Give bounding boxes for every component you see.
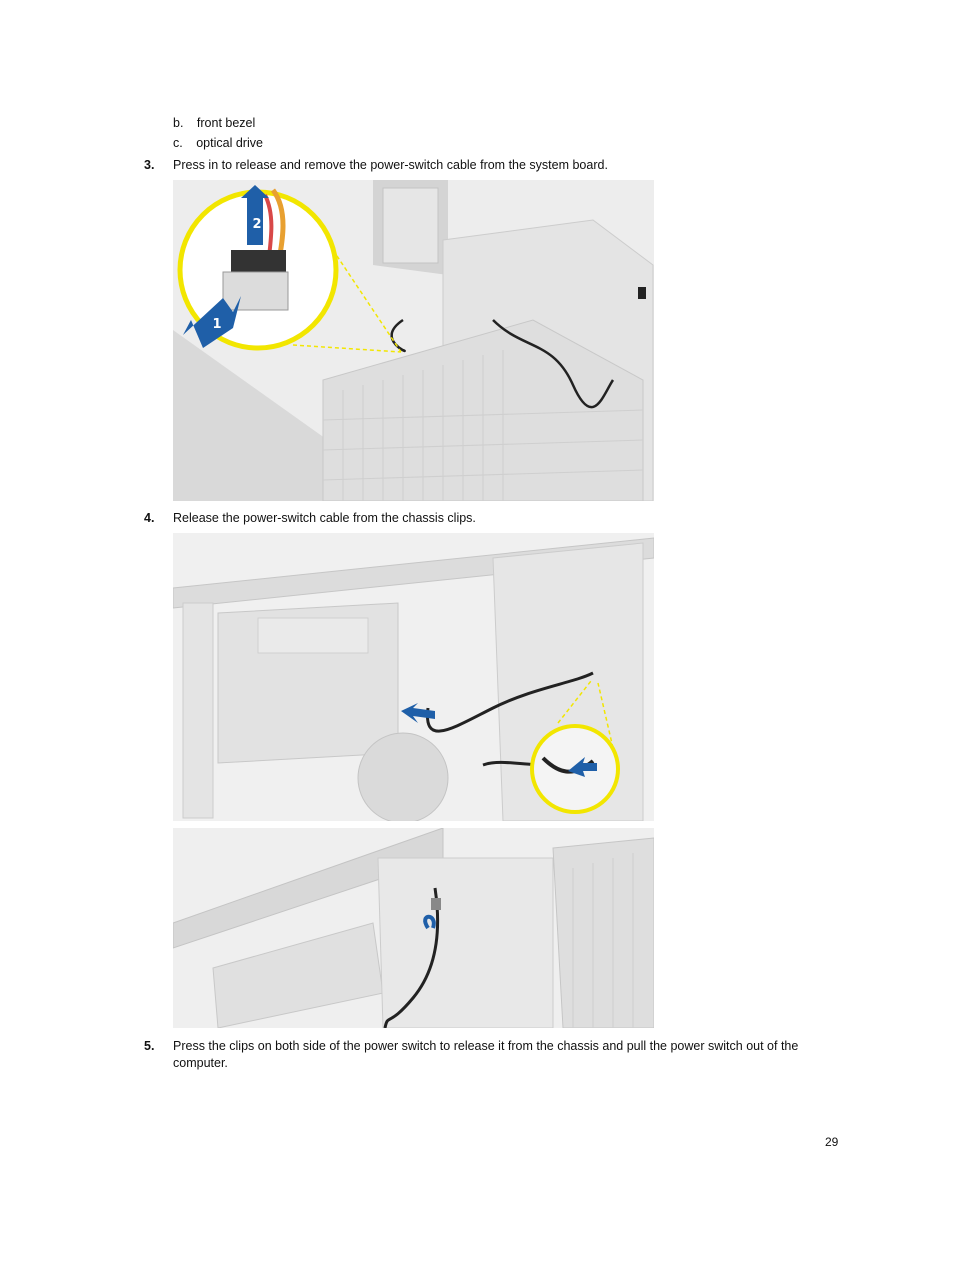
arrow-label-1: 1 (212, 317, 222, 332)
list-marker: b. (173, 116, 184, 130)
step-number: 3. (144, 158, 155, 172)
figure-power-switch-cable (173, 180, 654, 501)
step-text: Press in to release and remove the power-switch cable from the system board. (173, 158, 608, 172)
list-text: optical drive (196, 136, 263, 150)
list-text: front bezel (196, 116, 256, 130)
step-text-continued: computer. (173, 1056, 228, 1070)
figure-chassis-cable-route (173, 828, 654, 1028)
figure-chassis-clips (173, 533, 654, 821)
list-marker: c. (173, 136, 183, 150)
page-number: 29 (825, 1135, 839, 1149)
step-text: Press the clips on both side of the power switch to release it from the chassis and pull the power switch out of the (173, 1039, 799, 1053)
list-item-c (173, 135, 263, 152)
arrow-label-2: 2 (252, 217, 262, 232)
step-number: 5. (144, 1039, 155, 1053)
step-number: 4. (144, 511, 155, 525)
list-item-b (173, 115, 255, 132)
step-text: Release the power-switch cable from the chassis clips. (173, 511, 476, 525)
